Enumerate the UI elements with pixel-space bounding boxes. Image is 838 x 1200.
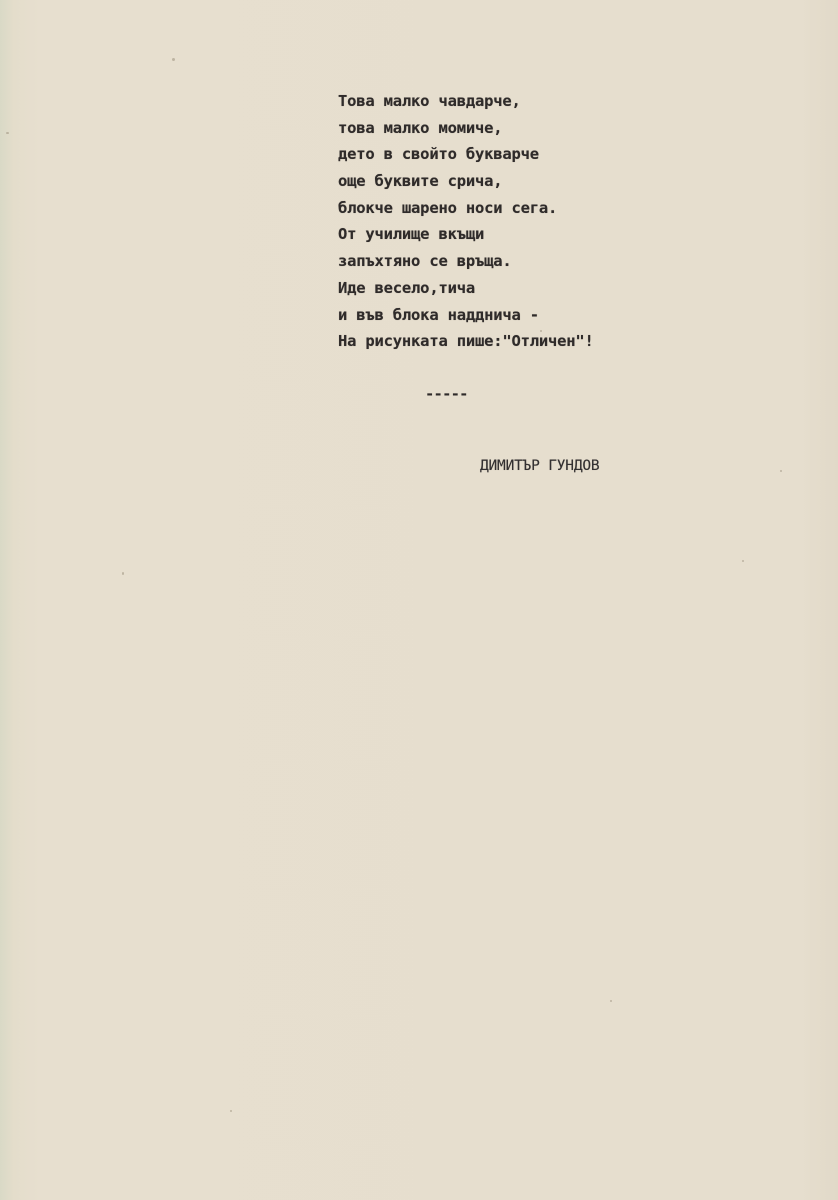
section-separator: ----- <box>425 385 468 403</box>
poem-line: запъхтяно се връща. <box>338 252 512 271</box>
poem-line: това малко момиче, <box>338 118 503 137</box>
paper-speck <box>780 470 782 472</box>
poem-line: още буквите срича, <box>338 172 503 191</box>
paper-speck <box>230 1110 232 1112</box>
poem-line: На рисунката пише:"Отличен"! <box>338 332 594 351</box>
poem-line: Това малко чавдарче, <box>338 92 521 110</box>
poem-line: От училище вкъщи <box>338 225 485 244</box>
paper-speck <box>610 1000 612 1002</box>
paper-speck <box>172 58 175 61</box>
poem-line: дето в свойто букварче <box>338 145 539 164</box>
poem-line: блокче шарено носи сега. <box>338 198 558 217</box>
paper-speck <box>122 572 124 575</box>
paper-speck <box>6 132 9 134</box>
poem-line: и във блока надднича - <box>338 305 539 324</box>
poem-line: Иде весело,тича <box>338 278 475 297</box>
paper-speck <box>742 560 744 562</box>
poem <box>338 88 758 355</box>
author-name: ДИМИТЪР ГУНДОВ <box>480 458 600 474</box>
